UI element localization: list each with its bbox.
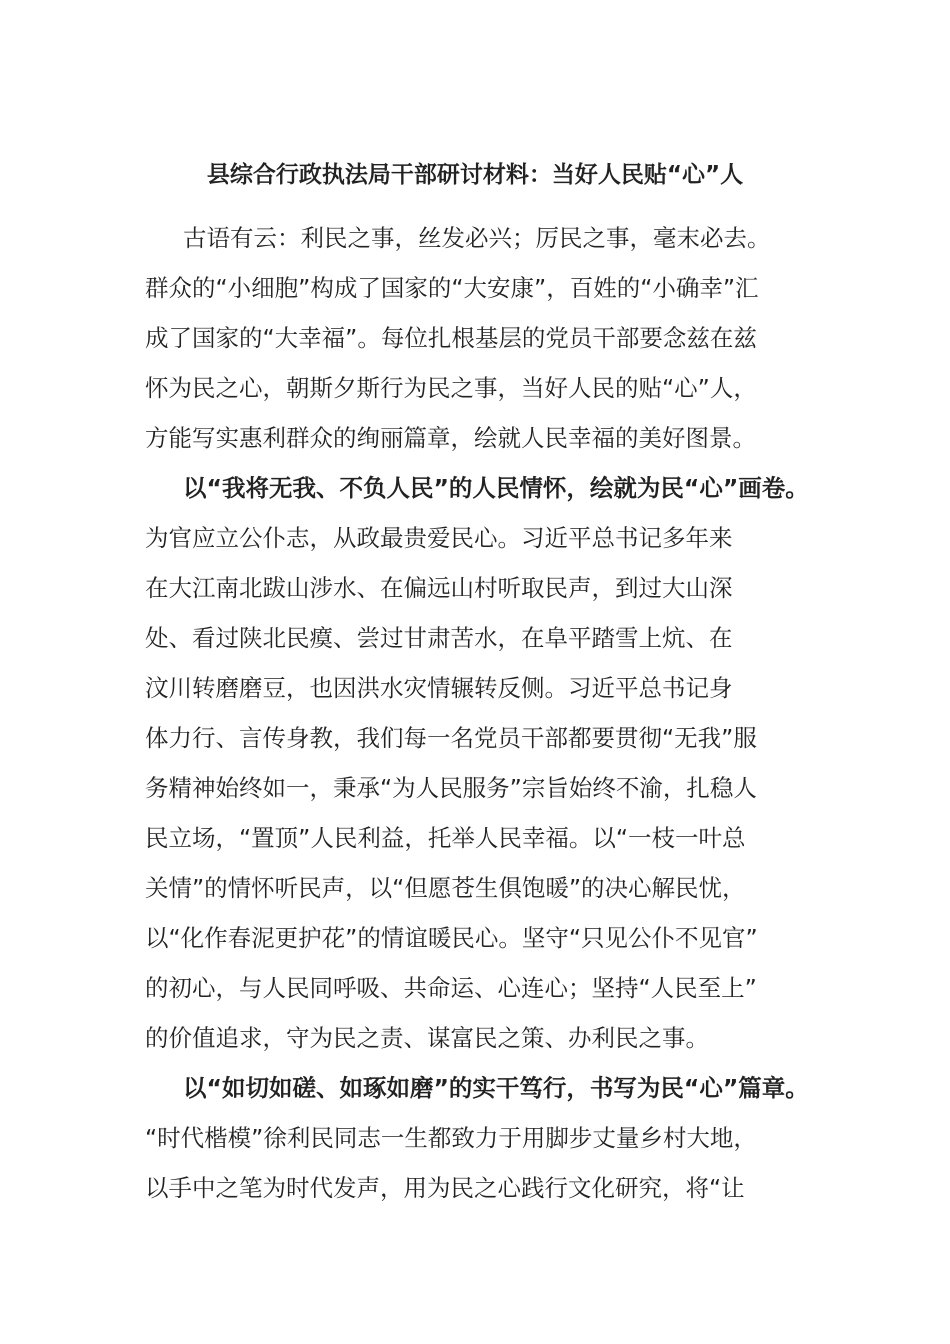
paragraph-line: 体力行、言传身教，我们每一名党员干部都要贯彻“无我”服 xyxy=(145,724,757,752)
paragraph-line: 民立场，“置顶”人民利益，托举人民幸福。以“一枝一叶总 xyxy=(145,824,746,852)
paragraph-line: 汶川转磨磨豆，也因洪水灾情辗转反侧。习近平总书记身 xyxy=(145,674,733,702)
section-heading: 以“如切如磋、如琢如磨”的实干笃行，书写为民“心”篇章。 xyxy=(183,1074,809,1102)
paragraph-line: 以手中之笔为时代发声，用为民之心践行文化研究，将“让 xyxy=(145,1174,745,1202)
section-heading: 以“我将无我、不负人民”的人民情怀，绘就为民“心”画卷。 xyxy=(183,474,809,502)
paragraph-line: 怀为民之心，朝斯夕斯行为民之事，当好人民的贴“心”人， xyxy=(145,374,757,402)
document-title: 县综合行政执法局干部研讨材料：当好人民贴“心”人 xyxy=(206,162,744,188)
paragraph-line: 成了国家的“大幸福”。每位扎根基层的党员干部要念兹在兹 xyxy=(145,324,757,352)
paragraph-line: 关情”的情怀听民声，以“但愿苍生俱饱暖”的决心解民忧， xyxy=(145,874,746,902)
paragraph-line: 方能写实惠利群众的绚丽篇章，绘就人民幸福的美好图景。 xyxy=(145,424,756,452)
paragraph-line: 处、看过陕北民瘼、尝过甘肃苦水，在阜平踏雪上炕、在 xyxy=(145,624,733,652)
paragraph-line: 在大江南北跋山涉水、在偏远山村听取民声，到过大山深 xyxy=(145,574,733,602)
paragraph-line: 的初心，与人民同呼吸、共命运、心连心；坚持“人民至上” xyxy=(145,974,757,1002)
paragraph-line: 群众的“小细胞”构成了国家的“大安康”，百姓的“小确幸”汇 xyxy=(145,274,759,302)
paragraph-line: 以“化作春泥更护花”的情谊暖民心。坚守“只见公仆不见官” xyxy=(145,924,758,952)
paragraph-line: 的价值追求，守为民之责、谋富民之策、办利民之事。 xyxy=(145,1024,709,1052)
paragraph-line: 务精神始终如一，秉承“为人民服务”宗旨始终不渝，扎稳人 xyxy=(145,774,757,802)
paragraph-line: 古语有云：利民之事，丝发必兴；厉民之事，毫末必去。 xyxy=(183,224,771,252)
paragraph-line: 为官应立公仆志，从政最贵爱民心。习近平总书记多年来 xyxy=(145,524,733,552)
paragraph-line: “时代楷模”徐利民同志一生都致力于用脚步丈量乡村大地， xyxy=(145,1124,757,1152)
